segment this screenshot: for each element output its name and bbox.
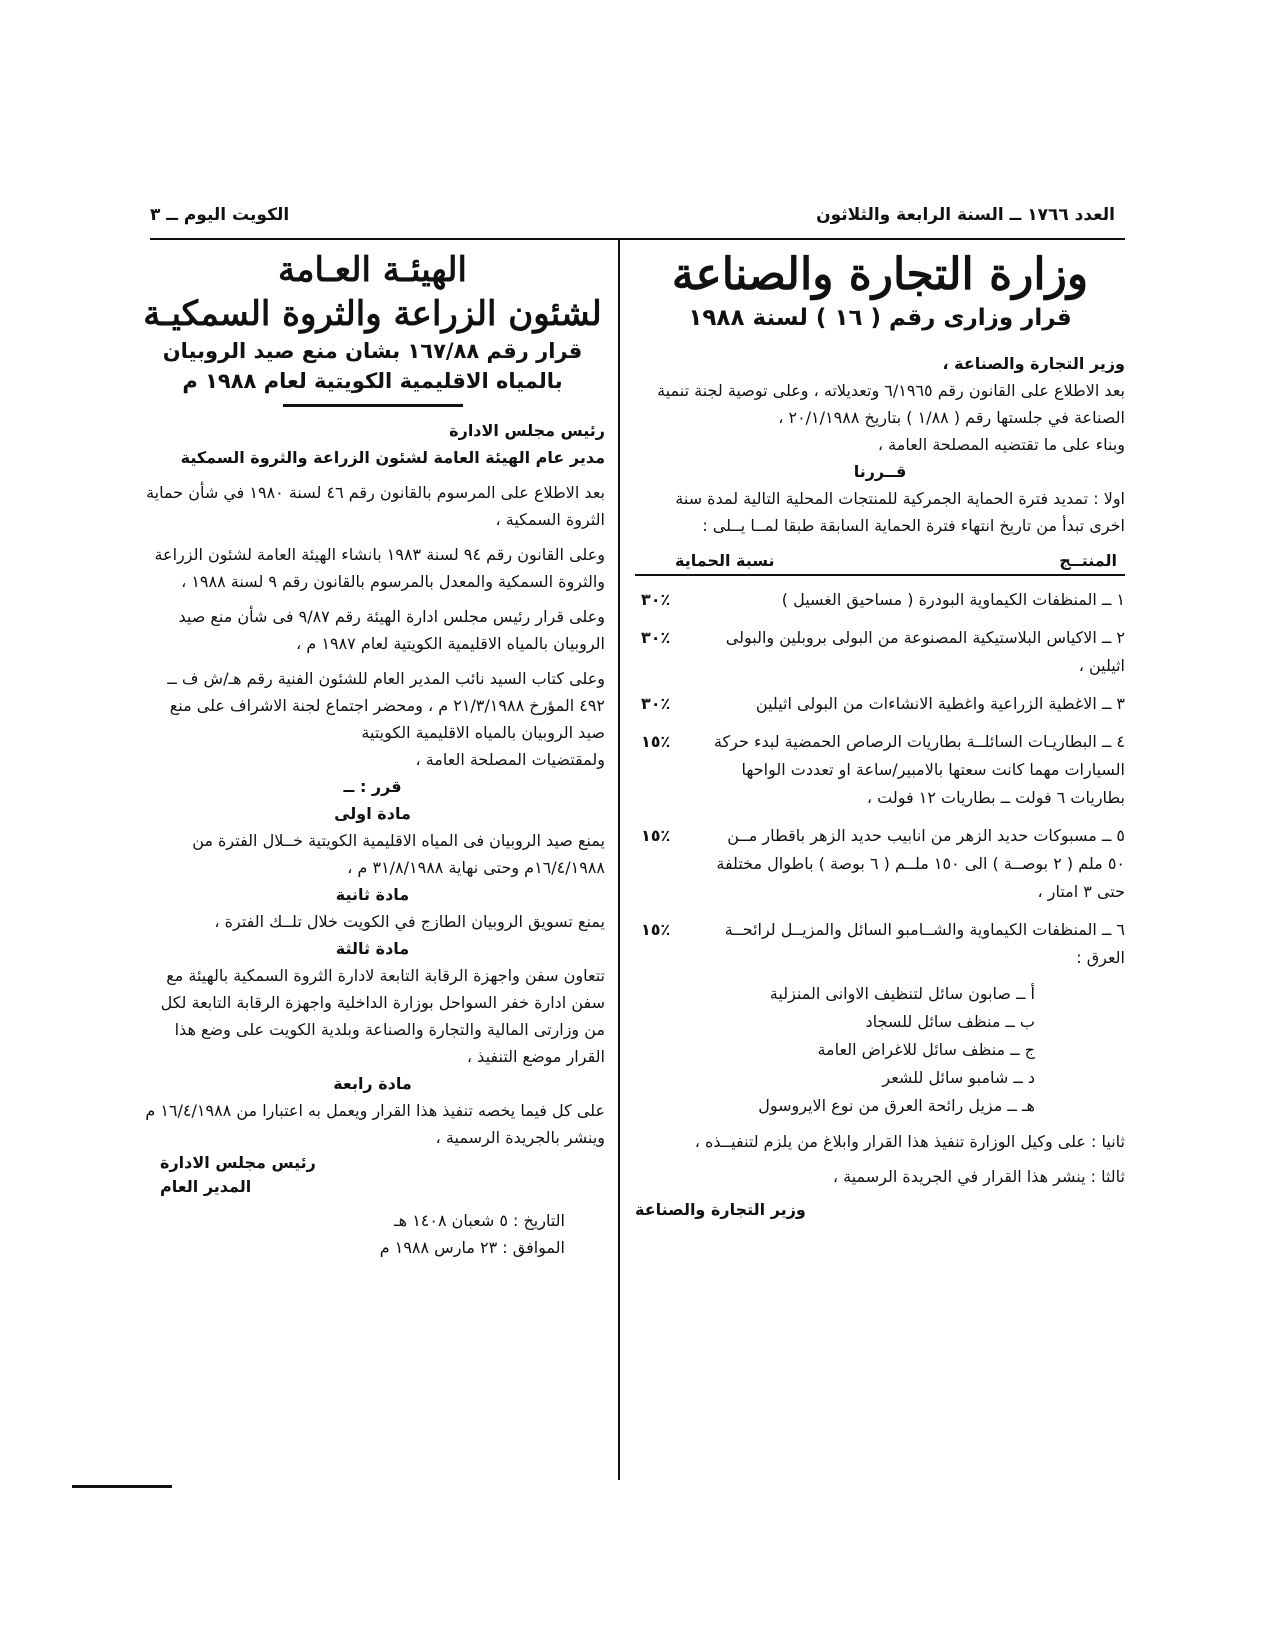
sub-item: أ ــ صابون سائل لتنظيف الاوانى المنزلية bbox=[769, 984, 1035, 1003]
resolved-heading: قــررنا bbox=[853, 462, 907, 481]
preamble-1: بعد الاطلاع على المرسوم بالقانون رقم ٤٦ لسنة ١٩٨٠ في شأن حماية الثروة السمكية ، bbox=[146, 483, 605, 529]
authority-subtitle: لشئون الزراعة والثروة السمكيـة bbox=[143, 294, 602, 334]
title-separator bbox=[283, 404, 463, 407]
protection-rate: ١٥٪ bbox=[641, 920, 671, 939]
issuer-line-2: مدير عام الهيئة العامة لشئون الزراعة والثروة السمكية bbox=[180, 448, 605, 467]
column-product: المنتــج bbox=[1059, 551, 1117, 570]
issuer-line-1: رئيس مجلس الادارة bbox=[449, 421, 605, 440]
protection-rate: ٣٠٪ bbox=[641, 694, 671, 713]
product-name: ٥ ــ مسبوكات حديد الزهر من انابيب حديد الزهر باقطار مــن ٥٠ ملم ( ٢ بوصــة ) الى ١٥٠ ملــم ( ٦ بوصة ) باطوال مختلفة حتى ٣ امتار ، bbox=[716, 826, 1125, 901]
article-3-title: مادة ثالثة bbox=[335, 939, 410, 958]
preamble-1: بعد الاطلاع على القانون رقم ٦/١٩٦٥ وتعديلاته ، وعلى توصية لجنة تنمية الصناعة في جلستها رقم ( ١/٨٨ ) بتاريخ ٢٠/١/١٩٨٨ ، bbox=[657, 381, 1125, 427]
issuer: وزير التجارة والصناعة ، bbox=[942, 354, 1125, 373]
table-row bbox=[635, 624, 1125, 680]
protection-table-header bbox=[635, 545, 1125, 576]
protection-rate: ٣٠٪ bbox=[641, 590, 671, 609]
footnote-rule bbox=[72, 1485, 172, 1488]
table-row bbox=[635, 916, 1125, 972]
table-row bbox=[635, 728, 1125, 812]
product-name: ٤ ــ البطاريـات السائلــة بطاريات الرصاص الحمضية لبدء حركة السيارات مهما كانت سعتها بالامبير/ساعة او تعددت الواحها بطاريات ٦ فولت ــ بطاريات ١٢ فولت ، bbox=[713, 732, 1125, 807]
article-2-title: مادة ثانية bbox=[335, 885, 410, 904]
table-row bbox=[635, 690, 1125, 718]
resolved-heading: قرر : ــ bbox=[343, 777, 402, 796]
product-name: ١ ــ المنظفات الكيماوية البودرة ( مساحيق الغسيل ) bbox=[781, 590, 1125, 609]
director-signature: المدير العام bbox=[160, 1177, 252, 1196]
article-4: على كل فيما يخصه تنفيذ هذا القرار ويعمل به اعتبارا من ١٦/٤/١٩٨٨ م وينشر بالجريدة الرسمية ، bbox=[145, 1101, 605, 1147]
table-row bbox=[635, 822, 1125, 906]
date-gregorian: الموافق : ٢٣ مارس ١٩٨٨ م bbox=[379, 1238, 565, 1257]
sub-item: هـ ــ مزيل رائحة العرق من نوع الايروسول bbox=[758, 1096, 1035, 1115]
protection-rate: ١٥٪ bbox=[641, 732, 671, 751]
header-rule bbox=[150, 238, 1125, 240]
clause-second: ثانيا : على وكيل الوزارة تنفيذ هذا القرار وابلاغ من يلزم لتنفيــذه ، bbox=[694, 1132, 1125, 1151]
chairman-signature: رئيس مجلس الادارة bbox=[160, 1153, 316, 1172]
ministry-decree-column bbox=[635, 248, 1125, 1222]
preamble-5: ولمقتضيات المصلحة العامة ، bbox=[415, 750, 605, 769]
authority-decree-column bbox=[140, 248, 605, 1261]
product-name: ٦ ــ المنظفات الكيماوية والشــامبو السائل والمزيــل لرائحــة العرق : bbox=[724, 920, 1125, 967]
protection-rate: ١٥٪ bbox=[641, 826, 671, 845]
article-3: تتعاون سفن واجهزة الرقابة التابعة لادارة الثروة السمكية بالهيئة مع سفن ادارة خفر السواحل بوزارة الداخلية واجهزة الرقابة التابعة لكل من وزارتى المالية والتجارة والصناعة وبلدية الكويت على وضع هذا القرار موضع التنفيذ ، bbox=[160, 966, 605, 1066]
decree-title: قرار وزارى رقم ( ١٦ ) لسنة ١٩٨٨ bbox=[688, 305, 1072, 331]
clause-first: اولا : تمديد فترة الحماية الجمركية للمنتجات المحلية التالية لمدة سنة اخرى تبدأ من تاريخ انتهاء فترة الحماية السابقة طبقا لمــا يــلى : bbox=[675, 489, 1125, 535]
preamble-3: وعلى قرار رئيس مجلس ادارة الهيئة رقم ٩/٨٧ فى شأن منع صيد الروبيان بالمياه الاقليمية الكويتية لعام ١٩٨٧ م ، bbox=[178, 607, 605, 653]
sub-item: د ــ شامبو سائل للشعر bbox=[882, 1068, 1035, 1087]
article-1-title: مادة اولى bbox=[334, 804, 411, 823]
product-name: ٣ ــ الاغطية الزراعية واغطية الانشاءات من البولى اثيلين bbox=[755, 694, 1125, 713]
column-divider bbox=[618, 240, 620, 1480]
column-rate: نسبة الحماية bbox=[675, 551, 775, 570]
preamble-2: وبناء على ما تقتضيه المصلحة العامة ، bbox=[877, 435, 1125, 454]
protection-rate: ٣٠٪ bbox=[641, 628, 671, 647]
decree-title: قرار رقم ١٦٧/٨٨ بشان منع صيد الروبيان بالمياه الاقليمية الكويتية لعام ١٩٨٨ م bbox=[162, 339, 583, 393]
table-row bbox=[635, 586, 1125, 614]
article-2: يمنع تسويق الروبيان الطازج في الكويت خلال تلــك الفترة ، bbox=[214, 912, 605, 931]
sub-item: ج ــ منظف سائل للاغراض العامة bbox=[817, 1040, 1035, 1059]
date-hijri: التاريخ : ٥ شعبان ١٤٠٨ هـ bbox=[393, 1211, 565, 1230]
minister-signature: وزير التجارة والصناعة bbox=[635, 1200, 806, 1219]
clause-third: ثالثا : ينشر هذا القرار في الجريدة الرسمية ، bbox=[832, 1167, 1125, 1186]
article-4-title: مادة رابعة bbox=[333, 1074, 412, 1093]
product-name: ٢ ــ الاكياس البلاستيكية المصنوعة من البولى بروبلين والبولى اثيلين ، bbox=[725, 628, 1125, 675]
preamble-2: وعلى القانون رقم ٩٤ لسنة ١٩٨٣ بانشاء الهيئة العامة لشئون الزراعة والثروة السمكية والمعدل بالمرسوم بالقانون رقم ٩ لسنة ١٩٨٨ ، bbox=[154, 545, 605, 591]
article-1: يمنع صيد الروبيان فى المياه الاقليمية الكويتية خــلال الفترة من ١٦/٤/١٩٨٨م وحتى نهاية ٣١/٨/١٩٨٨ م ، bbox=[192, 831, 605, 877]
ministry-title: وزارة التجارة والصناعة bbox=[671, 249, 1089, 300]
preamble-4: وعلى كتاب السيد نائب المدير العام للشئون الفنية رقم هـ/ش ف ــ ٤٩٢ المؤرخ ٢١/٣/١٩٨٨ م ، ومحضر اجتماع لجنة الاشراف على منع صيد الروبيان بالمياه الاقليمية الكويتية bbox=[167, 669, 605, 742]
issue-header: العدد ١٧٦٦ ــ السنة الرابعة والثلاثون bbox=[816, 205, 1115, 225]
page-header: الكويت اليوم ــ ٣ bbox=[150, 205, 290, 225]
authority-title: الهيئـة العـامة bbox=[278, 250, 467, 290]
sub-item: ب ــ منظف سائل للسجاد bbox=[865, 1012, 1035, 1031]
